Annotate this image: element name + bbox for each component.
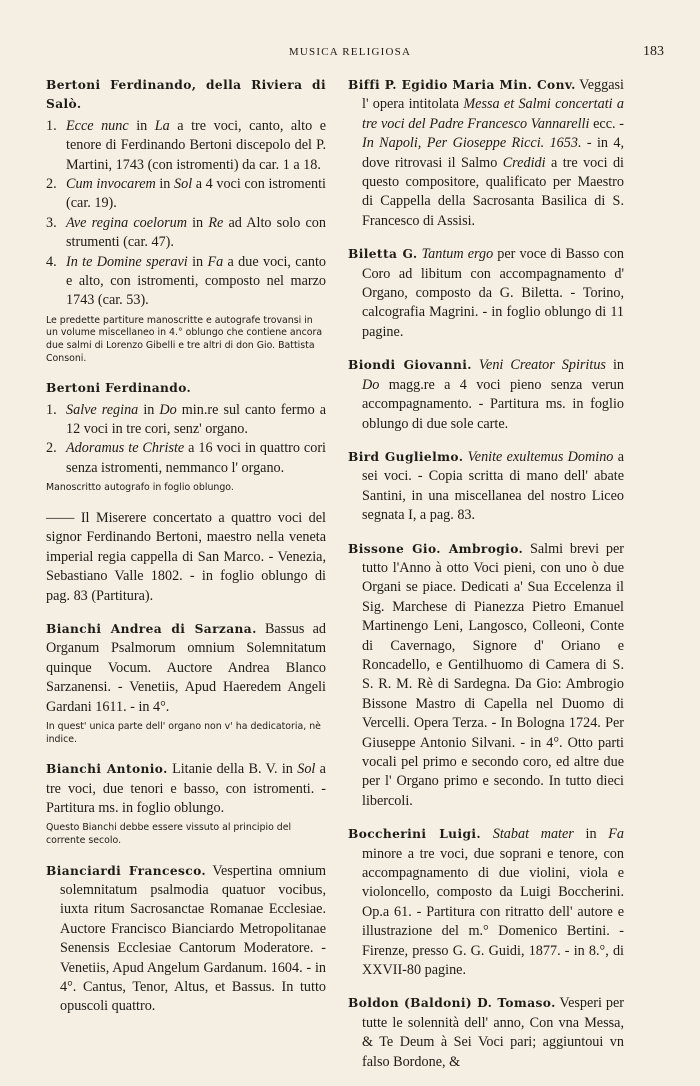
entry-note: Questo Bianchi debbe essere vissuto al principio del corrente secolo. <box>46 822 292 846</box>
entry-heading: Biletta G. <box>348 247 418 262</box>
entry-heading: Bianciardi Francesco. <box>46 863 207 878</box>
entry-heading: Biffi P. Egidio Maria Min. Conv. <box>348 78 576 92</box>
entry-text: Vespertina omnium solemnitatum psalmodia quatuor vocibus, iuxta ritum Sacrosanctae Romanae Ecclesiae. Auctore Francisco Bianciardo Metropolitanae Senensis Ecclesiae Cantorum Moderatore. - Venetiis, Apud Angelum Gardanum. 1604. - in 4°. Cantus, Tenor, Altus, et Bassus. In tutto opuscoli quattro. <box>60 862 327 1015</box>
entry-biffi: Biffi P. Egidio Maria Min. Conv. Veggasi l' opera intitolata Messa et Salmi concertati a tre voci del Padre Francesco Vannarelli ecc. - In Napoli, Per Gioseppe Ricci. 1653. - in 4, dove ritrovasi il Salmo Credidi a tre voci di questo compositore, qualificato per Maestro di Cappella della Sacrosanta Basilica di S. Francesco di Assisi. <box>348 77 625 229</box>
entry-note: Manoscritto autografo in foglio oblungo. <box>46 482 234 494</box>
entry-bianciardi <box>46 862 326 1017</box>
entry-boccherini: Boccherini Luigi. Stabat mater in Fa minore a tre voci, due soprani e tenore, con accompagnamento di due violini, viola e violoncello, composto da Luigi Boccherini. Op.a 61. - Partitura con ritratto dell' autore e illustrazione del m.° Domenico Bertini. - Firenze, presso G. G. Guidi, 1877. - in 8.°, di XXVII-80 pagine. <box>348 826 624 979</box>
entry-bertoni-salo <box>46 76 326 365</box>
work-list <box>46 117 326 311</box>
work-item: 4. In te Domine speravi in Fa a due voci, canto e alto, con istromenti, composto nel marzo 1743 (car. 53). <box>46 253 326 309</box>
entry-bianchi-andrea <box>46 620 326 746</box>
work-list <box>46 401 326 479</box>
entry-text: Bassus ad Organum Psalmorum omnium Solemnitatum quinque Vocum. Auctore Andrea Blanco Sarzanensi. - Venetiis, Apud Haeredem Angeli Gardani 1611. - in 4°. <box>46 620 326 715</box>
right-column <box>348 76 624 1086</box>
work-item: 3. Ave regina coelorum in Re ad Alto solo con strumenti (car. 47). <box>46 214 326 251</box>
entry-heading: Biondi Giovanni. <box>348 358 472 373</box>
entry-heading: Bissone Gio. Ambrogio. <box>348 541 524 556</box>
entry-heading: Bertoni Ferdinando. <box>46 381 192 396</box>
running-title: MUSICA RELIGIOSA <box>288 46 412 58</box>
page-number: 183 <box>643 44 664 59</box>
left-column <box>46 76 326 1031</box>
entry-note: Le predette partiture manoscritte e autografe trovansi in un volume miscellaneo in 4.° oblungo che contiene ancora due salmi di Lorenzo Gibelli e tre altri di don Gio. Battista Consoni. <box>46 314 323 364</box>
entry-biondi: Biondi Giovanni. Veni Creator Spiritus in Do magg.re a 4 voci pieno senza verun accompagnamento. - Partitura ms. in foglio oblungo di due sole carte. <box>348 357 624 432</box>
entry-miserere <box>46 509 326 606</box>
entry-heading: Bertoni Ferdinando, della Riviera di Salò. <box>46 78 326 112</box>
work-item: 2. Cum invocarem in Sol a 4 voci con istromenti (car. 19). <box>46 176 326 212</box>
entry-heading: Bianchi Andrea di Sarzana. <box>46 621 257 636</box>
entry-text: Litanie della B. V. in <box>167 761 298 778</box>
running-head <box>36 46 664 64</box>
entry-heading: Boldon (Baldoni) D. Tomaso. <box>348 996 556 1011</box>
entry-bertoni <box>46 379 326 495</box>
work-item: 1. Ecce nunc in La a tre voci, canto, alto e tenore di Ferdinando Bertoni discepolo del P. Martini, 1743 (con istromenti) da car. 1 a 18. <box>46 117 326 173</box>
entry-heading: Bird Guglielmo. <box>348 449 464 464</box>
entry-heading: Bianchi Antonio. <box>46 762 168 777</box>
work-item: 1. Salve regina in Do min.re sul canto fermo a 12 voci in tre cori, senz' organo. <box>46 401 326 438</box>
entry-note: In quest' unica parte dell' organo non v' ha dedicatoria, nè indice. <box>46 720 321 745</box>
entry-bissone: Bissone Gio. Ambrogio. Salmi brevi per tutto l'Anno à otto Voci pieni, con uno ò due Organi se piace. Dedicati a' Sua Eccelenza il Sig. Marchese di Pianezza Pietro Emanuel Martinengo Leni, Langosco, Colleoni, Conte di Cavernago, Signore d' Oriano e Roncadello, e Gentilhuomo di Camera di S. S. R. M. Rè di Sardegna. Da Gio: Ambrogio Bissone Mastro di Capella nel Duomo di Vercelli. Opera Terza. - In Bologna 1724. Per Giuseppe Antonio Silvani. - in 4°. Otto parti vocali pel primo e secondo coro, ed altre due per l' Organo primo e secondo. In tutto dieci libercoli. <box>348 540 624 809</box>
entry-biletta: Biletta G. Tantum ergo per voce di Basso con Coro ad libitum con accompagnamento d' Organo, composto da G. Biletta. - Torino, calcografia Magrini. - in foglio oblungo di 11 pagine. <box>348 246 624 340</box>
entry-heading: Boccherini Luigi. <box>348 827 482 842</box>
entry-boldon: Boldon (Baldoni) D. Tomaso. Vesperi per tutte le solennità dell' anno, Con vna Messa, & Te Deum à Sei Voci pari; aggiuntoui vn falso Bordone, & <box>348 995 624 1070</box>
entry-text: —— Il Miserere concertato a quattro voci del signor Ferdinando Bertoni, maestro nella veneta imperial regia cappella di San Marco. - Venezia, Sebastiano Valle 1802. - in foglio oblungo di pag. 83 (Partitura). <box>46 509 326 604</box>
entry-bird: Bird Guglielmo. Venite exultemus Domino a sei voci. - Copia scritta di mano dell' abate Santini, in una miscellanea del nostro Liceo segnata I, a pag. 83. <box>348 448 625 524</box>
work-item: 2. Adoramus te Christe a 16 voci in quattro cori senza istromenti, nemmanco l' organo. <box>46 440 326 476</box>
entry-bianchi-antonio: Bianchi Antonio. Litanie della B. V. in Sol a tre voci, due tenori e basso, con istromenti. - Partitura ms. in foglio oblungo. Questo Bianchi debbe essere vissuto al principio del corrente secolo. <box>46 761 326 846</box>
